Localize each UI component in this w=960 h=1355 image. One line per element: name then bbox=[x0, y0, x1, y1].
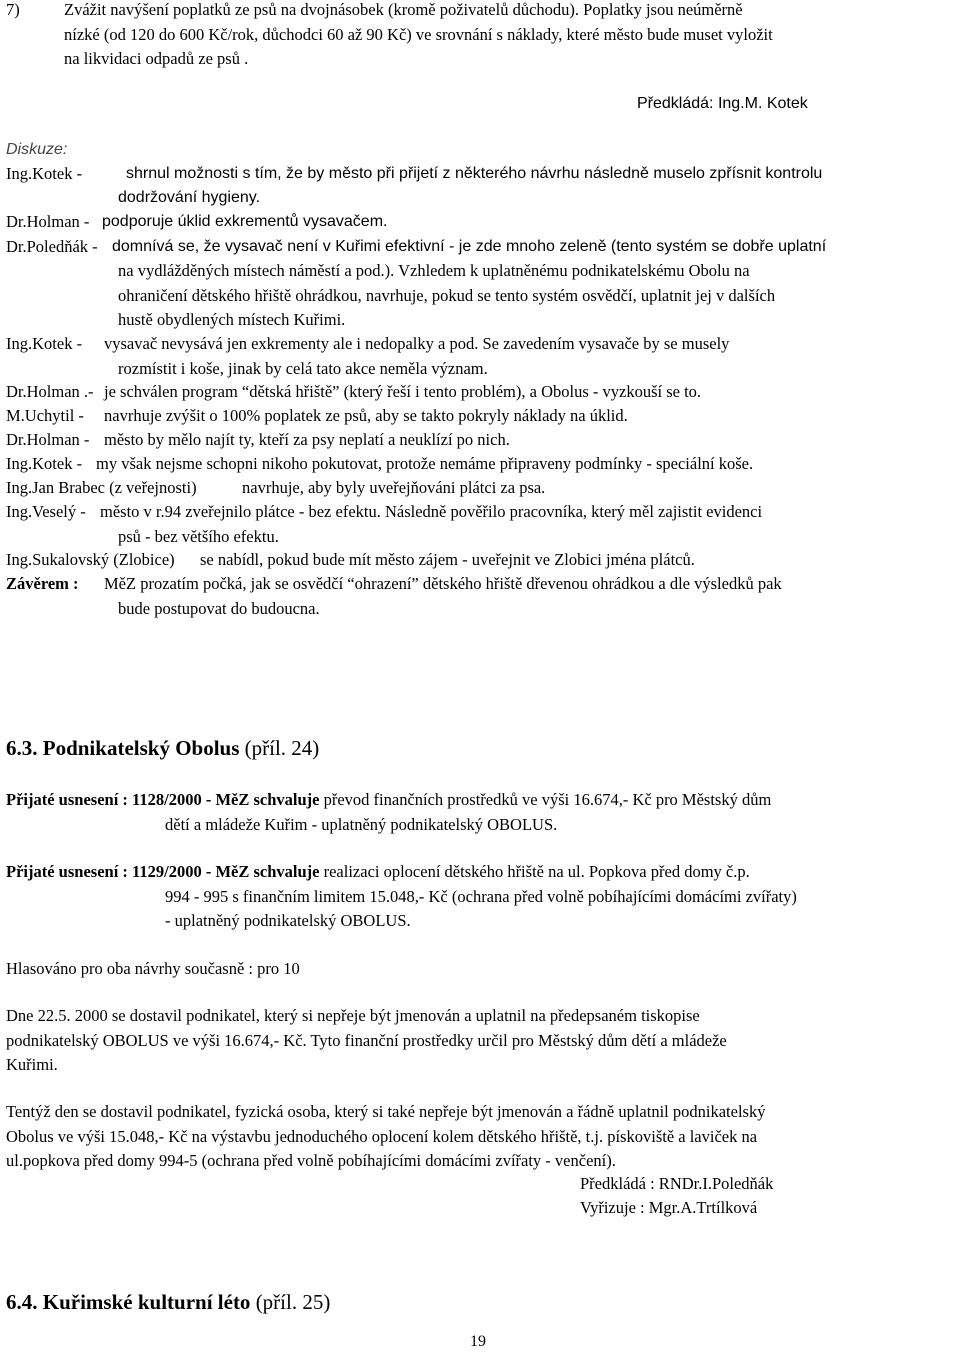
text-line: nízké (od 120 do 600 Kč/rok, důchodci 60 až 90 Kč) ve srovnání s náklady, které město bude muset vyložit bbox=[64, 24, 773, 44]
usneseni-number: 1129/2000 - MěZ schvaluje bbox=[132, 862, 320, 881]
speaker: Ing.Veselý - bbox=[6, 502, 86, 521]
entry-text: je schválen program “dětská hřiště” (který řeší i tento problém), a Obolus - vyzkouší se to. bbox=[104, 382, 702, 401]
item-number: 7) bbox=[6, 0, 20, 19]
paragraph-2 bbox=[6, 1100, 958, 1174]
usneseni-label: Přijaté usnesení : bbox=[6, 862, 128, 881]
text-line: Obolus ve výši 15.048,- Kč na výstavbu jednoduchého oplocení kolem dětského hřiště, t.j. pískoviště a laviček na bbox=[6, 1126, 758, 1146]
usneseni-text: realizaci oplocení dětského hřiště na ul. Popkova před domy č.p. bbox=[323, 862, 750, 881]
entry-text: my však nejsme schopni nikoho pokutovat, protože nemáme připraveny podmínky - speciální koše. bbox=[96, 454, 754, 473]
item-7-text bbox=[64, 0, 954, 72]
text-line: Tentýž den se dostavil podnikatel, fyzická osoba, který si také nepřeje být jmenován a řádně uplatnil podnikatelský bbox=[6, 1102, 766, 1121]
entry-text: město by mělo najít ty, kteří za psy neplatí a neuklízí po nich. bbox=[104, 430, 510, 449]
section-title: Kuřimské kulturní léto bbox=[42, 1290, 251, 1314]
text-line: vysavač nevysává jen exkrementy ale i nedopalky a pod. Se zavedením vysavače by se musely bbox=[104, 334, 730, 353]
usneseni-label: Přijaté usnesení : bbox=[6, 790, 128, 809]
entry-text bbox=[118, 162, 822, 210]
text-line: bude postupovat do budoucna. bbox=[118, 598, 320, 618]
zaverem-text bbox=[104, 572, 959, 621]
text-line: město v r.94 zveřejnilo plátce - bez efektu. Následně pověřilo pracovníka, který měl zajistit evidenci bbox=[100, 502, 763, 521]
speaker: Dr.Holman - bbox=[6, 430, 90, 449]
entry-text bbox=[104, 332, 959, 381]
text-line: psů - bez většího efektu. bbox=[118, 526, 279, 546]
usneseni-text: převod finančních prostředků ve výši 16.674,- Kč pro Městský dům bbox=[323, 790, 772, 809]
speaker: M.Uchytil - bbox=[6, 406, 84, 425]
section-ref: (příl. 25) bbox=[255, 1290, 331, 1314]
text-line: na likvidaci odpadů ze psů . bbox=[64, 49, 249, 68]
text-line: podnikatelský OBOLUS ve výši 16.674,- Kč. Tyto finanční prostředky určil pro Městský dům dětí a mládeže bbox=[6, 1030, 727, 1050]
text-line: Zvážit navýšení poplatků ze psů na dvojnásobek (kromě poživatelů důchodu). Poplatky jsou neúměrně bbox=[64, 0, 743, 19]
speaker: Ing.Jan Brabec (z veřejnosti) bbox=[6, 478, 197, 497]
text-line: domnívá se, že vysavač není v Kuřimi efektivní - je zde mnoho zeleně (tento systém se dobře uplatní bbox=[112, 238, 827, 255]
section-heading-6-3 bbox=[6, 736, 319, 761]
text-line: - uplatněný podnikatelský OBOLUS. bbox=[165, 911, 411, 930]
text-line: dětí a mládeže Kuřim - uplatněný podnikatelský OBOLUS. bbox=[165, 814, 558, 834]
predklada-section63: Předkládá : RNDr.I.Poledňák bbox=[580, 1174, 774, 1193]
section-ref: (příl. 24) bbox=[244, 736, 320, 760]
usneseni-line bbox=[6, 860, 956, 885]
text-line: Dne 22.5. 2000 se dostavil podnikatel, který si nepřeje být jmenován a uplatnil na předepsaném tiskopise bbox=[6, 1006, 700, 1025]
speaker: Dr.Poledňák - bbox=[6, 237, 98, 256]
text-line: dodržování hygieny. bbox=[118, 189, 261, 206]
speaker: Dr.Holman - bbox=[6, 212, 90, 231]
speaker: Ing.Kotek - bbox=[6, 454, 83, 473]
text-line: na vydlážděných místech náměstí a pod.). Vzhledem k uplatněnému podnikatelskému Obolu na bbox=[118, 261, 750, 280]
page-number: 19 bbox=[470, 1333, 486, 1350]
section-number: 6.4. bbox=[6, 1290, 38, 1314]
entry-text: podporuje úklid exkrementů vysavačem. bbox=[102, 213, 388, 230]
entry-text bbox=[100, 500, 958, 549]
section-number: 6.3. bbox=[6, 736, 38, 760]
speaker: Ing.Sukalovský (Zlobice) bbox=[6, 550, 175, 569]
section-heading-6-4 bbox=[6, 1290, 330, 1315]
entry-text: navrhuje zvýšit o 100% poplatek ze psů, aby se takto pokryly náklady na úklid. bbox=[104, 406, 628, 425]
entry-text bbox=[118, 259, 958, 333]
entry-text bbox=[112, 235, 957, 260]
text-line: MěZ prozatím počká, jak se osvědčí “ohrazení” dětského hřiště dřevenou ohrádkou a dle výsledků pak bbox=[104, 574, 782, 593]
text-line: 994 - 995 s finančním limitem 15.048,- Kč (ochrana před volně pobíhajícími domácími zvířaty) bbox=[165, 886, 797, 906]
text-line: Kuřimi. bbox=[6, 1055, 58, 1074]
section-title: Podnikatelský Obolus bbox=[42, 736, 240, 760]
vyrizuje-section63: Vyřizuje : Mgr.A.Trtílková bbox=[580, 1198, 758, 1217]
predklada-item7: Předkládá: Ing.M. Kotek bbox=[637, 95, 808, 112]
paragraph-1 bbox=[6, 1004, 958, 1078]
usneseni-number: 1128/2000 - MěZ schvaluje bbox=[132, 790, 320, 809]
speaker: Ing.Kotek - bbox=[6, 334, 83, 353]
zaverem-label: Závěrem : bbox=[6, 574, 79, 593]
text-line: ul.popkova před domy 994-5 (ochrana před volně pobíhajícími domácími zvířaty - venčení). bbox=[6, 1151, 616, 1170]
speaker: Dr.Holman .- bbox=[6, 382, 94, 401]
text-line: rozmístit i koše, jinak by celá tato akce neměla význam. bbox=[118, 358, 488, 378]
hlasovano: Hlasováno pro oba návrhy současně : pro 10 bbox=[6, 959, 300, 978]
entry-text: se nabídl, pokud bude mít město zájem - uveřejnit ve Zlobici jména plátců. bbox=[200, 550, 695, 569]
text-line: shrnul možnosti s tím, že by město při přijetí z některého návrhu následně muselo zpřísnit kontrolu bbox=[126, 165, 823, 182]
entry-text: navrhuje, aby byly uveřejňováni plátci za psa. bbox=[242, 478, 546, 497]
speaker: Ing.Kotek - bbox=[6, 164, 83, 183]
diskuze-label: Diskuze: bbox=[6, 141, 68, 158]
usneseni-1129 bbox=[6, 860, 956, 934]
text-line: ohraničení dětského hřiště ohrádkou, navrhuje, pokud se tento systém osvědčí, uplatnit jej v dalších bbox=[118, 285, 776, 305]
usneseni-line bbox=[6, 788, 956, 813]
usneseni-1128 bbox=[6, 788, 956, 837]
text-line: hustě obydlených místech Kuřimi. bbox=[118, 310, 346, 329]
